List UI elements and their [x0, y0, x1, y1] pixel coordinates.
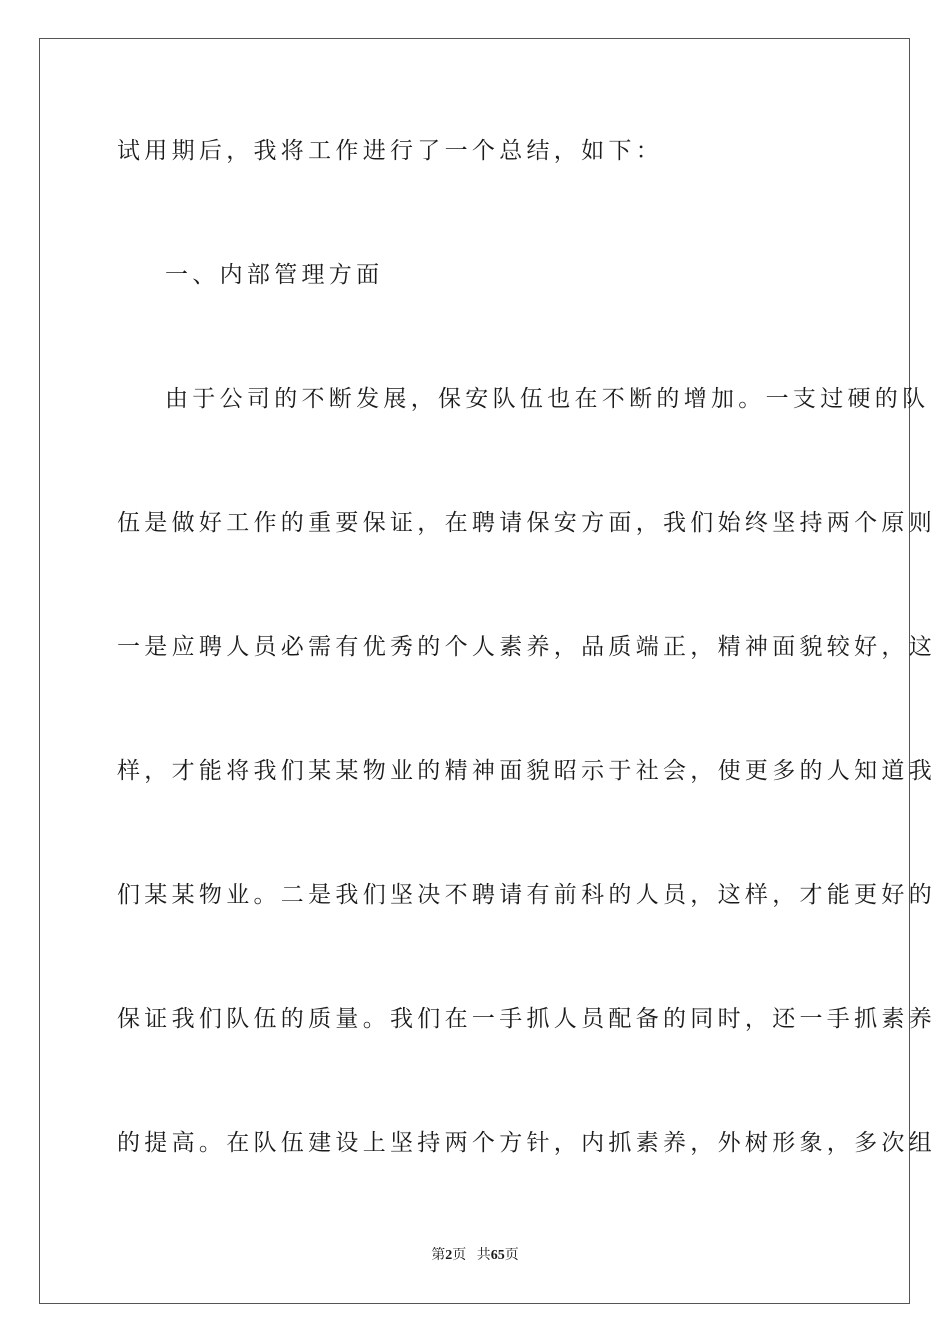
- body-line-1: 试用期后，我将工作进行了一个总结，如下：: [117, 138, 663, 164]
- page-footer: [0, 1247, 950, 1265]
- body-line-7: 保证我们队伍的质量。我们在一手抓人员配备的同时，还一手抓素养: [117, 1006, 936, 1032]
- body-line-6: 们某某物业。二是我们坚决不聘请有前科的人员，这样，才能更好的: [117, 882, 936, 908]
- body-line-3: 伍是做好工作的重要保证，在聘请保安方面，我们始终坚持两个原则: [117, 510, 936, 536]
- body-line-4: 一是应聘人员必需有优秀的个人素养，品质端正，精神面貌较好，这: [117, 634, 936, 660]
- total-prefix: 共: [476, 1248, 491, 1263]
- body-line-5: 样，才能将我们某某物业的精神面貌昭示于社会，使更多的人知道我: [117, 758, 936, 784]
- total-suffix: 页: [504, 1248, 519, 1263]
- total-pages: 65: [490, 1248, 505, 1263]
- page-border: [39, 38, 910, 1304]
- body-line-2: 由于公司的不断发展，保安队伍也在不断的增加。一支过硬的队: [165, 386, 930, 412]
- page-number: 2: [445, 1248, 453, 1263]
- section-heading: 一、内部管理方面: [165, 262, 384, 288]
- body-line-8: 的提高。在队伍建设上坚持两个方针，内抓素养，外树形象，多次组: [117, 1130, 936, 1156]
- page-suffix: 页: [452, 1248, 467, 1263]
- page-prefix: 第: [431, 1248, 446, 1263]
